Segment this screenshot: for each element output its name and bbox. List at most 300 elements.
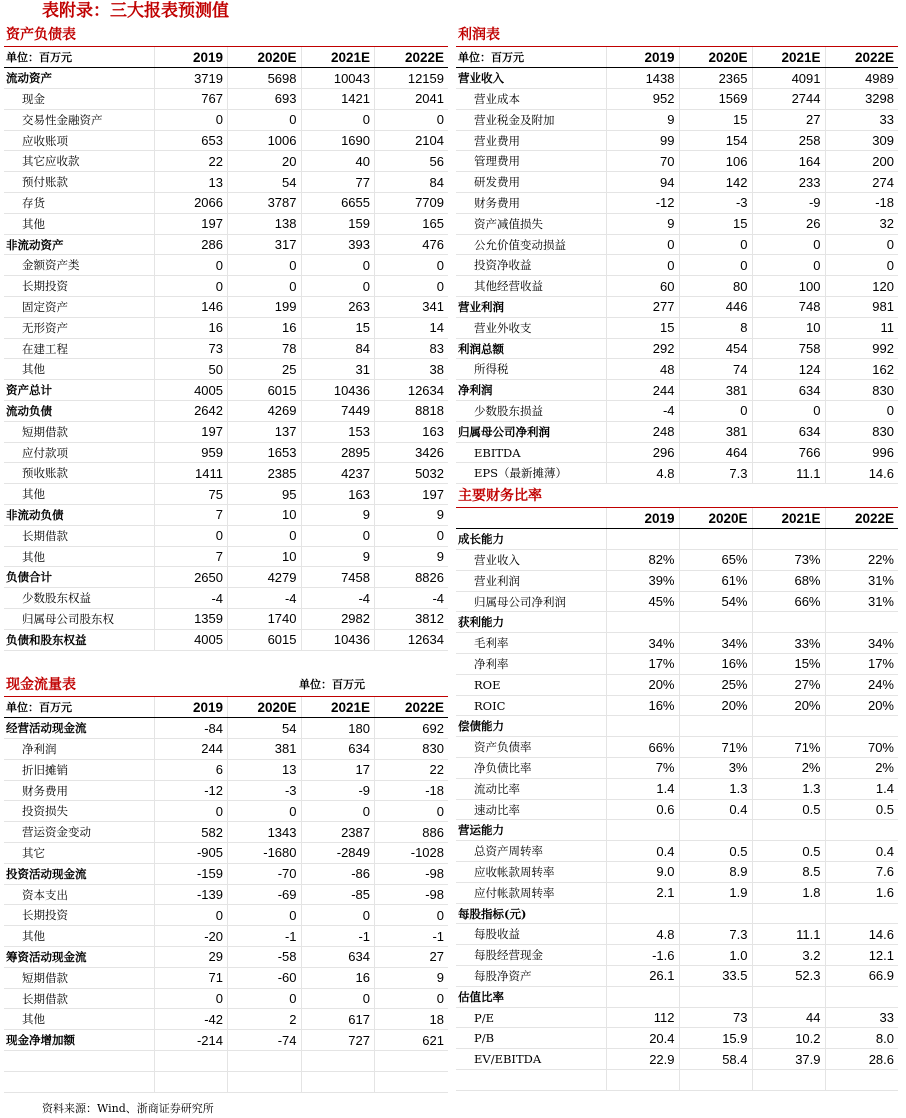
value-cell: 66% — [606, 737, 679, 758]
value-cell: 37.9 — [752, 1049, 825, 1070]
row-label: 流动资产 — [4, 68, 154, 89]
value-cell: 28.6 — [825, 1049, 898, 1070]
value-cell: 15 — [301, 317, 375, 338]
value-cell: 1.3 — [752, 778, 825, 799]
value-cell: 10.2 — [752, 1028, 825, 1049]
value-cell: 830 — [375, 739, 449, 760]
row-label: 经营活动现金流 — [4, 718, 154, 739]
value-cell: 138 — [228, 213, 302, 234]
value-cell — [752, 612, 825, 633]
table-row — [4, 172, 448, 193]
value-cell: 830 — [825, 421, 898, 442]
value-cell: 83 — [375, 338, 449, 359]
value-cell: 1.3 — [679, 778, 752, 799]
value-cell: -9 — [752, 193, 825, 214]
value-cell: 582 — [154, 822, 228, 843]
value-cell: -18 — [825, 193, 898, 214]
row-label: 金额资产类 — [4, 255, 154, 276]
row-label: 在建工程 — [4, 338, 154, 359]
value-cell: 52.3 — [752, 966, 825, 987]
value-cell — [301, 1051, 375, 1072]
row-label: 其他 — [4, 213, 154, 234]
row-label: 折旧摊销 — [4, 759, 154, 780]
value-cell: 5032 — [375, 463, 449, 484]
value-cell: 4237 — [301, 463, 375, 484]
value-cell: 634 — [752, 421, 825, 442]
value-cell: -69 — [228, 884, 302, 905]
row-label: P/E — [456, 1007, 606, 1028]
value-cell: 830 — [825, 380, 898, 401]
value-cell: 0 — [228, 905, 302, 926]
table-row — [4, 484, 448, 505]
value-cell: 124 — [752, 359, 825, 380]
value-cell: 1343 — [228, 822, 302, 843]
row-label: 偿债能力 — [456, 716, 606, 737]
value-cell: 9 — [375, 546, 449, 567]
table-row — [4, 905, 448, 926]
value-cell: 341 — [375, 297, 449, 318]
value-cell: 7.3 — [679, 463, 752, 484]
table-row — [456, 317, 898, 338]
table-row — [456, 276, 898, 297]
value-cell: 3719 — [154, 68, 228, 89]
value-cell: 0 — [154, 255, 228, 276]
value-cell: 7449 — [301, 401, 375, 422]
table-row — [4, 843, 448, 864]
value-cell: 9 — [606, 213, 679, 234]
value-cell: 27 — [375, 947, 449, 968]
value-cell — [679, 986, 752, 1007]
value-cell: 11 — [825, 317, 898, 338]
value-cell: 54 — [228, 718, 302, 739]
row-label: EBITDA — [456, 442, 606, 463]
value-cell: 634 — [752, 380, 825, 401]
row-label: 净利润 — [456, 380, 606, 401]
row-label: 营业收入 — [456, 550, 606, 571]
row-label: P/B — [456, 1028, 606, 1049]
header-year-cell: 2021E — [752, 47, 825, 68]
row-label: 营业利润 — [456, 570, 606, 591]
table-row — [4, 718, 448, 739]
value-cell: 163 — [301, 484, 375, 505]
value-cell: 8.5 — [752, 862, 825, 883]
value-cell — [679, 1070, 752, 1091]
income-panel — [456, 24, 898, 484]
table-row — [4, 926, 448, 947]
value-cell: 66% — [752, 591, 825, 612]
value-cell: 33 — [825, 109, 898, 130]
row-label: 少数股东损益 — [456, 401, 606, 422]
value-cell — [752, 986, 825, 1007]
header-year-cell: 2021E — [301, 47, 375, 68]
value-cell: -4 — [301, 588, 375, 609]
table-row — [4, 567, 448, 588]
value-cell: 4989 — [825, 68, 898, 89]
value-cell: 16 — [228, 317, 302, 338]
value-cell: 9 — [375, 505, 449, 526]
value-cell: 693 — [228, 89, 302, 110]
value-cell: 54% — [679, 591, 752, 612]
table-row — [4, 1009, 448, 1030]
value-cell: 992 — [825, 338, 898, 359]
header-year-cell: 2021E — [752, 508, 825, 529]
table-row — [456, 421, 898, 442]
header-year-cell: 2022E — [375, 697, 449, 718]
value-cell: 153 — [301, 421, 375, 442]
row-label: 营业税金及附加 — [456, 109, 606, 130]
value-cell — [301, 1071, 375, 1092]
value-cell: 12159 — [375, 68, 449, 89]
value-cell: -2849 — [301, 843, 375, 864]
value-cell: 0.4 — [606, 841, 679, 862]
source-footnote: 资料来源：Wind、浙商证券研究所 — [42, 1102, 214, 1115]
value-cell — [679, 612, 752, 633]
value-cell — [606, 612, 679, 633]
row-label: 归属母公司股东权 — [4, 609, 154, 630]
value-cell: 9 — [375, 967, 449, 988]
value-cell: 0 — [154, 905, 228, 926]
value-cell: 5698 — [228, 68, 302, 89]
value-cell: -139 — [154, 884, 228, 905]
table-row — [4, 151, 448, 172]
value-cell: 286 — [154, 234, 228, 255]
value-cell: 263 — [301, 297, 375, 318]
value-cell: 197 — [154, 213, 228, 234]
ratios-title: 主要财务比率 — [456, 485, 898, 508]
income-header-row — [456, 47, 898, 68]
row-label — [456, 1070, 606, 1091]
value-cell: 112 — [606, 1007, 679, 1028]
value-cell: 244 — [154, 739, 228, 760]
value-cell: 381 — [679, 421, 752, 442]
row-label: 其他 — [4, 546, 154, 567]
value-cell: -214 — [154, 1030, 228, 1051]
value-cell: 0 — [154, 276, 228, 297]
value-cell: 27% — [752, 674, 825, 695]
value-cell: 17% — [825, 654, 898, 675]
value-cell: 0 — [752, 401, 825, 422]
row-label: 归属母公司净利润 — [456, 591, 606, 612]
row-label: 投资损失 — [4, 801, 154, 822]
table-row — [456, 758, 898, 779]
value-cell: -84 — [154, 718, 228, 739]
header-year-cell: 2022E — [825, 508, 898, 529]
value-cell: 981 — [825, 297, 898, 318]
row-label: 营业费用 — [456, 130, 606, 151]
value-cell: -70 — [228, 863, 302, 884]
table-row — [456, 109, 898, 130]
value-cell — [825, 1070, 898, 1091]
value-cell: 6015 — [228, 629, 302, 650]
table-row — [4, 739, 448, 760]
value-cell: 71% — [679, 737, 752, 758]
row-label: 负债和股东权益 — [4, 629, 154, 650]
value-cell: 1740 — [228, 609, 302, 630]
table-row — [456, 924, 898, 945]
row-label: 其他 — [4, 1009, 154, 1030]
value-cell: 446 — [679, 297, 752, 318]
value-cell: 33.5 — [679, 966, 752, 987]
value-cell: 24% — [825, 674, 898, 695]
value-cell: 31% — [825, 591, 898, 612]
value-cell: 9.0 — [606, 862, 679, 883]
table-row — [4, 317, 448, 338]
row-label: 流动比率 — [456, 778, 606, 799]
table-row — [4, 525, 448, 546]
value-cell — [825, 903, 898, 924]
row-label: 流动负债 — [4, 401, 154, 422]
value-cell: 476 — [375, 234, 449, 255]
value-cell: 0.5 — [752, 841, 825, 862]
value-cell: 15 — [679, 213, 752, 234]
value-cell: 20% — [679, 695, 752, 716]
table-row — [456, 778, 898, 799]
row-label: 每股净资产 — [456, 966, 606, 987]
value-cell: 0.5 — [825, 799, 898, 820]
value-cell: 162 — [825, 359, 898, 380]
value-cell: 0 — [301, 988, 375, 1009]
value-cell: 0 — [228, 109, 302, 130]
value-cell: -98 — [375, 884, 449, 905]
value-cell: 32 — [825, 213, 898, 234]
value-cell: 71 — [154, 967, 228, 988]
value-cell: 10 — [752, 317, 825, 338]
value-cell: 0 — [301, 255, 375, 276]
row-label: 毛利率 — [456, 633, 606, 654]
ratios-body — [456, 529, 898, 1091]
value-cell: 16 — [154, 317, 228, 338]
value-cell: -9 — [301, 780, 375, 801]
value-cell — [606, 903, 679, 924]
row-label: 其他 — [4, 359, 154, 380]
value-cell: 78 — [228, 338, 302, 359]
value-cell: 164 — [752, 151, 825, 172]
value-cell: 20.4 — [606, 1028, 679, 1049]
value-cell: 1006 — [228, 130, 302, 151]
value-cell: 0 — [301, 801, 375, 822]
value-cell: 653 — [154, 130, 228, 151]
value-cell: -1680 — [228, 843, 302, 864]
row-label: 非流动负债 — [4, 505, 154, 526]
table-row — [456, 903, 898, 924]
value-cell: 40 — [301, 151, 375, 172]
row-label — [4, 1071, 154, 1092]
value-cell: 12.1 — [825, 945, 898, 966]
value-cell: 70 — [606, 151, 679, 172]
value-cell: 14.6 — [825, 463, 898, 484]
row-label: 营业收入 — [456, 68, 606, 89]
header-unit-cell: 单位：百万元 — [456, 47, 606, 68]
value-cell: 66.9 — [825, 966, 898, 987]
value-cell: 200 — [825, 151, 898, 172]
value-cell: 0 — [375, 988, 449, 1009]
row-label: 归属母公司净利润 — [456, 421, 606, 442]
value-cell: 2% — [825, 758, 898, 779]
table-row — [456, 89, 898, 110]
value-cell: -3 — [679, 193, 752, 214]
header-unit-cell: 单位：百万元 — [4, 697, 154, 718]
value-cell — [375, 1071, 449, 1092]
value-cell: 33% — [752, 633, 825, 654]
value-cell: 0 — [301, 276, 375, 297]
value-cell: 10436 — [301, 380, 375, 401]
value-cell: 2387 — [301, 822, 375, 843]
table-row — [456, 463, 898, 484]
table-row — [456, 1049, 898, 1070]
row-label: 资产总计 — [4, 380, 154, 401]
value-cell: 99 — [606, 130, 679, 151]
value-cell: 1421 — [301, 89, 375, 110]
value-cell: 1438 — [606, 68, 679, 89]
table-row — [456, 695, 898, 716]
value-cell: 71% — [752, 737, 825, 758]
value-cell: 34% — [679, 633, 752, 654]
table-row — [4, 442, 448, 463]
row-label: 营运资金变动 — [4, 822, 154, 843]
table-row — [456, 737, 898, 758]
value-cell — [752, 903, 825, 924]
row-label: 长期投资 — [4, 276, 154, 297]
value-cell: 0 — [154, 109, 228, 130]
table-row — [4, 297, 448, 318]
value-cell: 996 — [825, 442, 898, 463]
balance-body — [4, 68, 448, 650]
row-label: 净负债比率 — [456, 758, 606, 779]
table-row — [456, 442, 898, 463]
table-row — [456, 1028, 898, 1049]
cashflow-body — [4, 718, 448, 1092]
value-cell: 15 — [679, 109, 752, 130]
value-cell: 137 — [228, 421, 302, 442]
table-row — [4, 1051, 448, 1072]
value-cell: 142 — [679, 172, 752, 193]
cashflow-title: 现金流量表 — [6, 677, 76, 693]
table-row — [4, 1030, 448, 1051]
income-table — [456, 47, 898, 484]
header-year-cell: 2021E — [301, 697, 375, 718]
value-cell: 0 — [154, 988, 228, 1009]
value-cell: 4269 — [228, 401, 302, 422]
value-cell: 8.9 — [679, 862, 752, 883]
value-cell: 74 — [679, 359, 752, 380]
table-row — [456, 172, 898, 193]
value-cell: 197 — [154, 421, 228, 442]
row-label: 应付款项 — [4, 442, 154, 463]
table-row — [456, 820, 898, 841]
value-cell: 3426 — [375, 442, 449, 463]
table-row — [456, 130, 898, 151]
table-row — [4, 463, 448, 484]
row-label: 速动比率 — [456, 799, 606, 820]
value-cell: 2385 — [228, 463, 302, 484]
table-row — [4, 401, 448, 422]
value-cell: -4 — [375, 588, 449, 609]
value-cell: 0 — [375, 801, 449, 822]
value-cell: 621 — [375, 1030, 449, 1051]
value-cell: 2642 — [154, 401, 228, 422]
value-cell: 6 — [154, 759, 228, 780]
value-cell: 84 — [301, 338, 375, 359]
table-row — [456, 380, 898, 401]
row-label: ROIC — [456, 695, 606, 716]
value-cell: 2.1 — [606, 882, 679, 903]
value-cell: 8.0 — [825, 1028, 898, 1049]
value-cell — [375, 1051, 449, 1072]
value-cell: 73 — [679, 1007, 752, 1028]
row-label: 短期借款 — [4, 967, 154, 988]
value-cell: 309 — [825, 130, 898, 151]
row-label: 存货 — [4, 193, 154, 214]
value-cell: 7458 — [301, 567, 375, 588]
row-label: 营业成本 — [456, 89, 606, 110]
row-label: 每股指标(元) — [456, 903, 606, 924]
value-cell: -20 — [154, 926, 228, 947]
value-cell: 22% — [825, 550, 898, 571]
value-cell: 8826 — [375, 567, 449, 588]
value-cell: 154 — [679, 130, 752, 151]
value-cell: 0 — [825, 255, 898, 276]
value-cell: 1.8 — [752, 882, 825, 903]
value-cell — [606, 716, 679, 737]
value-cell: 1569 — [679, 89, 752, 110]
row-label: 资产负债率 — [456, 737, 606, 758]
value-cell: 258 — [752, 130, 825, 151]
value-cell: 26 — [752, 213, 825, 234]
header-year-cell: 2020E — [679, 508, 752, 529]
value-cell: 4005 — [154, 380, 228, 401]
value-cell: 68% — [752, 570, 825, 591]
row-label: 净利润 — [4, 739, 154, 760]
value-cell — [752, 529, 825, 550]
value-cell: 7 — [154, 546, 228, 567]
value-cell: 0 — [228, 276, 302, 297]
value-cell: -3 — [228, 780, 302, 801]
row-label: 现金 — [4, 89, 154, 110]
row-label: 营业外收支 — [456, 317, 606, 338]
value-cell: 56 — [375, 151, 449, 172]
value-cell: 0 — [752, 234, 825, 255]
value-cell: 1653 — [228, 442, 302, 463]
value-cell: 0.4 — [825, 841, 898, 862]
cashflow-title-row — [4, 674, 448, 697]
row-label: 财务费用 — [456, 193, 606, 214]
value-cell — [606, 1070, 679, 1091]
value-cell — [752, 1070, 825, 1091]
row-label: 营运能力 — [456, 820, 606, 841]
value-cell: 75 — [154, 484, 228, 505]
value-cell: 95 — [228, 484, 302, 505]
value-cell: 727 — [301, 1030, 375, 1051]
value-cell: 2744 — [752, 89, 825, 110]
value-cell: 29 — [154, 947, 228, 968]
header-year-cell: 2020E — [228, 697, 302, 718]
table-row — [456, 359, 898, 380]
row-label: 长期借款 — [4, 525, 154, 546]
row-label: EV/EBITDA — [456, 1049, 606, 1070]
table-row — [4, 234, 448, 255]
value-cell — [679, 903, 752, 924]
income-title: 利润表 — [456, 24, 898, 47]
value-cell: -74 — [228, 1030, 302, 1051]
value-cell: 70% — [825, 737, 898, 758]
cashflow-unit: 单位：百万元 — [299, 678, 365, 691]
value-cell: 8818 — [375, 401, 449, 422]
value-cell: 886 — [375, 822, 449, 843]
value-cell: 454 — [679, 338, 752, 359]
row-label: 短期借款 — [4, 421, 154, 442]
row-label: 资本支出 — [4, 884, 154, 905]
row-label: 非流动资产 — [4, 234, 154, 255]
